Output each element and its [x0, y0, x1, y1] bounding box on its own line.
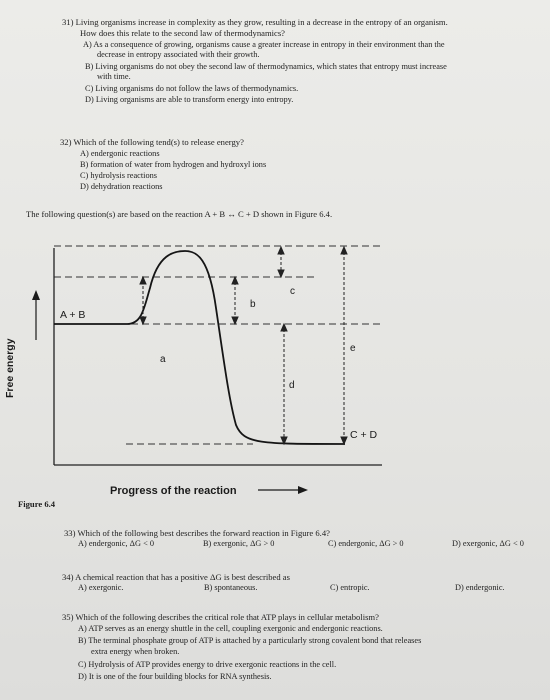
q33-option-c: C) endergonic, ΔG > 0 [328, 539, 404, 548]
q35-option-c: C) Hydrolysis of ATP provides energy to drive exergonic reactions in the cell. [78, 660, 337, 669]
figure-caption: Figure 6.4 [18, 499, 56, 509]
label-reactants: A + B [60, 309, 86, 321]
q31-option-a-line2: decrease in entropy associated with their growth. [97, 50, 260, 59]
q35-option-b-line1: B) The terminal phosphate group of ATP is attached by a particularly strong covalent bond that releases [78, 636, 422, 645]
q33-option-b: B) exergonic, ΔG > 0 [203, 539, 275, 548]
q33-option-d: D) exergonic, ΔG < 0 [452, 539, 524, 548]
label-d: d [289, 380, 295, 391]
arrow-e [341, 247, 347, 444]
q31-option-b-line2: with time. [97, 72, 131, 81]
q34-stem: 34) A chemical reaction that has a positive ΔG is best described as [62, 572, 290, 582]
arrow-d [281, 324, 287, 444]
label-products: C + D [350, 429, 378, 441]
figure-intro-text: The following question(s) are based on the reaction A + B ↔ C + D shown in Figure 6.4. [26, 209, 333, 219]
q33-stem: 33) Which of the following best describes the forward reaction in Figure 6.4? [64, 528, 330, 538]
arrow-c [278, 247, 284, 277]
y-axis-title: Free energy [4, 338, 16, 398]
y-axis-title-group [4, 290, 40, 398]
label-e: e [350, 343, 356, 354]
q31-option-a-line1: A) As a consequence of growing, organisms cause a greater increase in entropy in their environment than the [83, 40, 445, 49]
q32-stem: 32) Which of the following tend(s) to release energy? [60, 137, 244, 147]
x-axis-title: Progress of the reaction [110, 485, 237, 497]
x-axis-title-group [110, 485, 308, 497]
q35-option-a: A) ATP serves as an energy shuttle in the cell, coupling exergonic and endergonic reactions. [78, 624, 383, 633]
q34-option-c: C) entropic. [330, 583, 370, 592]
q35-option-b-line2: extra energy when broken. [91, 647, 180, 656]
q32-option-b: B) formation of water from hydrogen and hydroxyl ions [80, 160, 267, 169]
q31-option-d: D) Living organisms are able to transform energy into entropy. [85, 95, 294, 104]
q34-option-a: A) exergonic. [78, 583, 124, 592]
q34-option-d: D) endergonic. [455, 583, 505, 592]
q31-option-b-line1: B) Living organisms do not obey the second law of thermodynamics, which states that entropy must increase [85, 62, 447, 71]
q32-option-a: A) endergonic reactions [80, 149, 160, 158]
arrow-a [140, 277, 146, 324]
q32-option-c: C) hydrolysis reactions [80, 171, 157, 180]
q31-stem-line2: How does this relate to the second law of thermodynamics? [80, 28, 285, 38]
label-c: c [290, 286, 295, 297]
q33-option-a: A) endergonic, ΔG < 0 [78, 539, 154, 548]
arrow-b [232, 277, 238, 324]
label-a: a [160, 354, 166, 365]
q31-option-c: C) Living organisms do not follow the laws of thermodynamics. [85, 84, 299, 93]
q32-option-d: D) dehydration reactions [80, 182, 163, 191]
q34-option-b: B) spontaneous. [204, 583, 258, 592]
q35-stem: 35) Which of the following describes the critical role that ATP plays in cellular metabolism? [62, 612, 379, 622]
q35-option-d: D) It is one of the four building blocks for RNA synthesis. [78, 672, 272, 681]
q31-stem-line1: 31) Living organisms increase in complexity as they grow, resulting in a decrease in the entropy of an organism. [62, 17, 448, 27]
label-b: b [250, 299, 256, 310]
figure-6-4-energy-diagram [0, 222, 550, 512]
reaction-curve [54, 251, 345, 444]
